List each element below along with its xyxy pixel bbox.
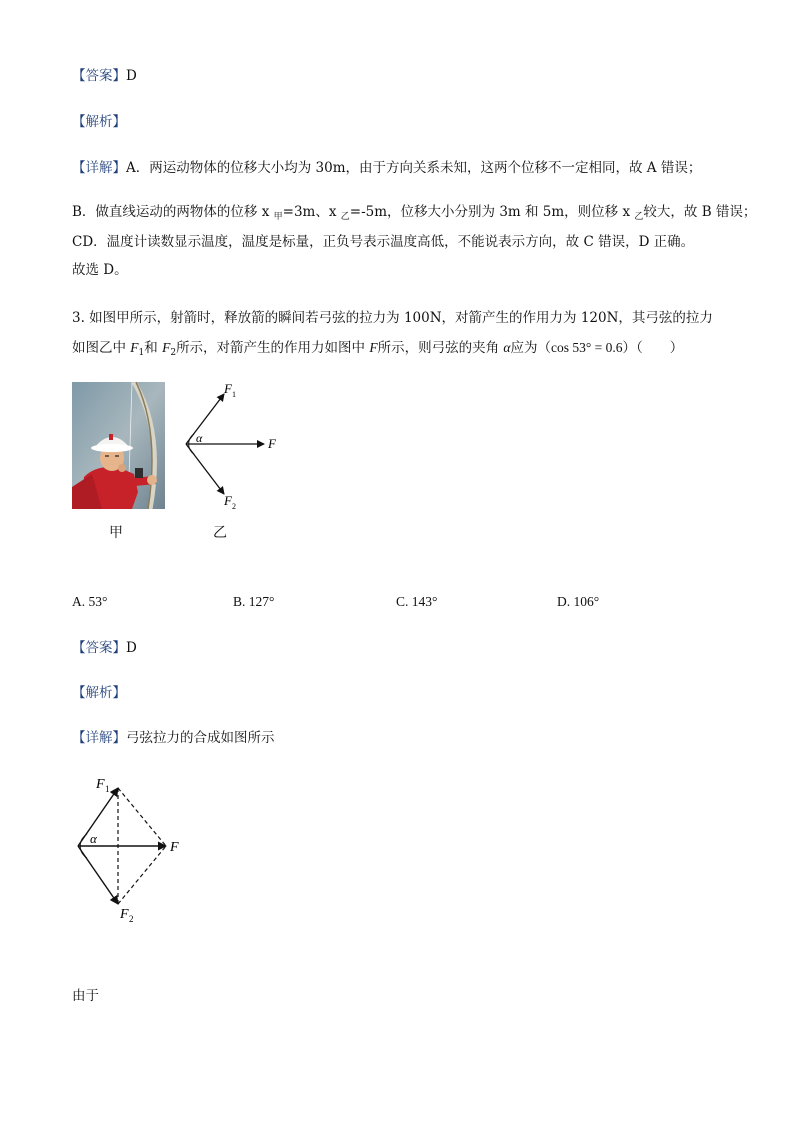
- dashed-f1-f: [118, 788, 166, 846]
- analysis-label-2: 【解析】: [72, 685, 126, 701]
- answer-label: 【答案】: [72, 68, 126, 84]
- q3-line-1: 3. 如图甲所示，射箭时，释放箭的瞬间若弓弦的拉力为 100N，对箭产生的作用力为 120N，其弓弦的拉力: [72, 310, 713, 326]
- sub-jia: 甲: [273, 212, 283, 222]
- line-b-mid: =3m、x: [282, 204, 341, 220]
- q3-text-c: 所示，对箭产生的作用力如图中: [176, 340, 370, 356]
- answer-value-2: D: [126, 640, 137, 656]
- detail-text-2: 弓弦拉力的合成如图所示: [126, 730, 275, 746]
- f2-sub: 2: [170, 348, 177, 358]
- answer-label-2: 【答案】: [72, 640, 126, 656]
- force-composition-diagram: [72, 772, 192, 922]
- sub-yi: 乙: [340, 212, 350, 222]
- f-label-2: F: [170, 840, 179, 855]
- dashed-f2-f: [118, 846, 166, 904]
- f1-sub-label-2: 1: [105, 784, 110, 794]
- detail-label: 【详解】: [72, 160, 126, 176]
- f1-label-2: F: [96, 777, 105, 792]
- line-choose: 故选 D。: [72, 262, 128, 278]
- f-symbol: F: [369, 340, 378, 355]
- f2-vector: [78, 846, 118, 904]
- label-jia: 甲: [109, 525, 123, 541]
- option-b[interactable]: B. 127°: [233, 594, 275, 609]
- answer-line-1: [72, 66, 137, 86]
- alpha-label-2: α: [90, 831, 97, 846]
- detail-line-2: [72, 728, 275, 748]
- q3-text-a: 如图乙中: [72, 340, 131, 356]
- line-b-pre: B．做直线运动的两物体的位移 x: [72, 204, 274, 220]
- f2-symbol: F: [162, 340, 171, 355]
- option-d[interactable]: D. 106°: [557, 594, 600, 609]
- f2-sub-label-2: 2: [129, 914, 134, 924]
- answer-line-2: [72, 638, 137, 658]
- line-b-post1: =-5m，位移大小分别为 3m 和 5m，则位移 x: [349, 204, 635, 220]
- analysis-label: 【解析】: [72, 114, 126, 130]
- alpha-symbol: α: [503, 340, 511, 355]
- line-cd: CD．温度计读数显示温度，温度是标量，正负号表示温度高低，不能说表示方向，故 C 错误，D 正确。: [72, 234, 695, 250]
- force-diagram-yi: [180, 380, 290, 510]
- line-b-post2: 较大，故 B 错误；: [643, 204, 757, 220]
- q3-text-e: 应为（: [510, 340, 551, 356]
- alpha-label: α: [196, 431, 203, 445]
- q3-text-d: 所示，则弓弦的夹角: [377, 340, 504, 356]
- detail-line-1: [72, 158, 701, 178]
- label-yi: 乙: [213, 525, 227, 541]
- f2-sub-label: 2: [232, 502, 236, 511]
- option-a[interactable]: A. 53°: [72, 594, 108, 609]
- f-label: F: [268, 436, 276, 451]
- since-text: 由于: [72, 988, 99, 1004]
- sub-yi-2: 乙: [634, 212, 644, 222]
- f1-vector: [78, 788, 118, 846]
- answer-value: D: [126, 68, 137, 84]
- f1-sub-label: 1: [232, 390, 236, 399]
- q3-line-2: [72, 338, 683, 363]
- f2-label-2: F: [120, 907, 129, 922]
- detail-label-2: 【详解】: [72, 730, 126, 746]
- option-c[interactable]: C. 143°: [396, 594, 438, 609]
- analysis-label-1: [72, 112, 126, 132]
- archer-photo: [72, 382, 165, 509]
- f1-label: F: [224, 381, 232, 396]
- f2-label: F: [224, 493, 232, 508]
- f1-sub: 1: [138, 348, 145, 358]
- cos-value: cos 53° = 0.6: [551, 340, 623, 355]
- q3-text-b: 和: [144, 340, 163, 356]
- line-b: [72, 202, 756, 227]
- q3-text-f: ）（ ）: [622, 340, 684, 356]
- detail-text: A．两运动物体的位移大小均为 30m，由于方向关系未知，这两个位移不一定相同，故 A 错误；: [126, 160, 702, 176]
- archer-illustration: [72, 382, 165, 509]
- f1-symbol: F: [130, 340, 139, 355]
